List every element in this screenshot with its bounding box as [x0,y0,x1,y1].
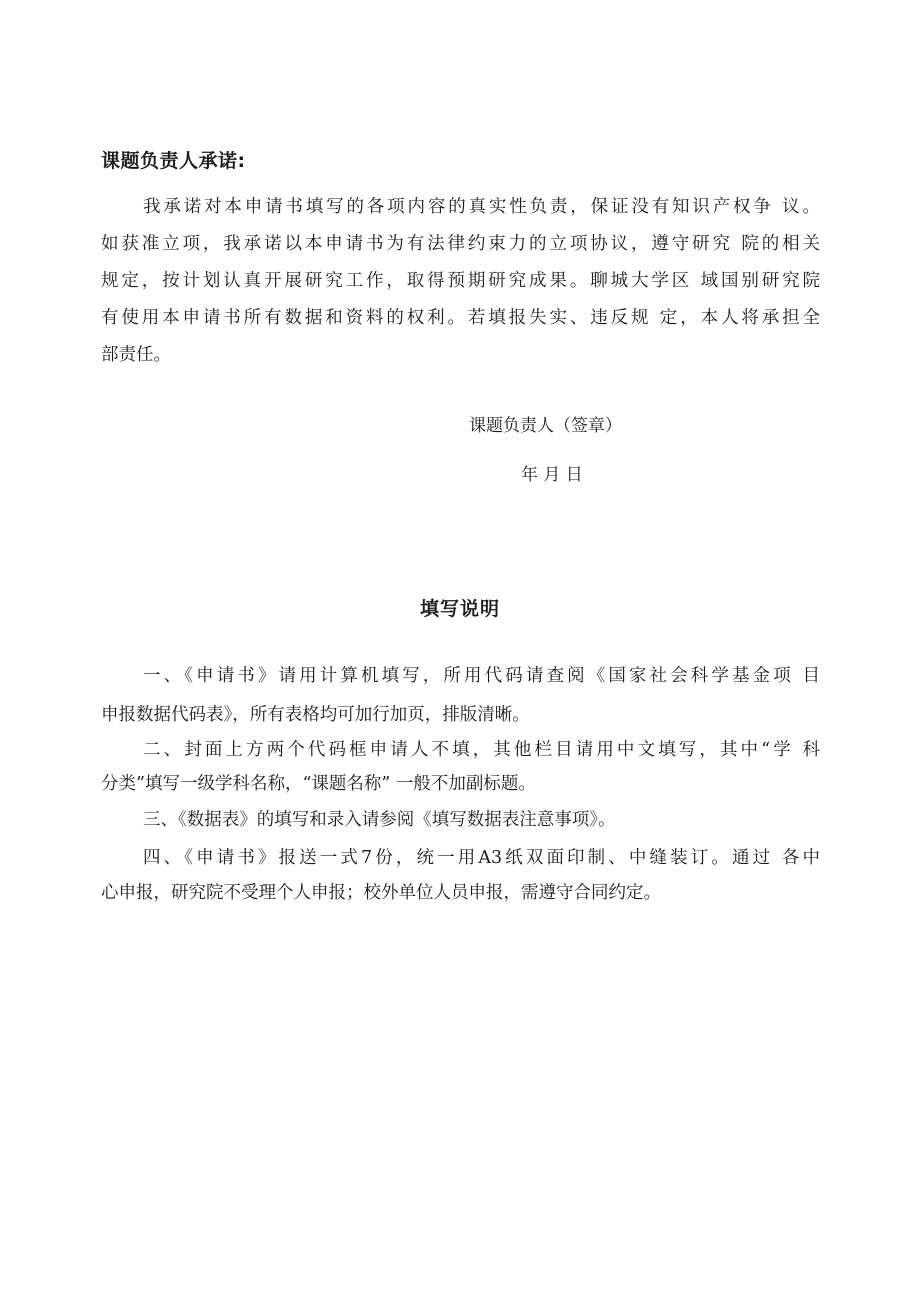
commitment-line-5: 部责任。 [101,345,171,365]
instruction-line-6: 四、《申请书》报送一式7份，统一用A3纸双面印制、中缝装订。通过 各中 [143,848,820,868]
commitment-line-3: 规定，按计划认真开展研究工作，取得预期研究成果。聊城大学区 域国别研究院 [101,271,820,291]
instruction-line-5: 三、《数据表》的填写和录入请参阅《填写数据表注意事项》。 [143,810,616,830]
commitment-line-2: 如获准立项，我承诺以本申请书为有法律约束力的立项协议，遵守研究 院的相关 [101,234,820,254]
instructions-title: 填写说明 [419,598,500,620]
date-label: 年 月 日 [521,465,583,485]
instruction-line-2: 申报数据代码表》，所有表格均可加行加页，排版清晰。 [101,705,530,725]
instruction-line-3: 二、封面上方两个代码框申请人不填，其他栏目请用中文填写，其中“学 科 [143,740,820,760]
signature-label: 课题负责人（签章） [469,416,622,436]
instruction-line-4: 分类”填写一级学科名称，“课题名称” 一般不加副标题。 [101,774,536,794]
commitment-heading: 课题负责人承诺: [101,150,246,172]
instruction-line-7: 心申报，研究院不受理个人申报；校外单位人员申报，需遵守合同约定。 [101,883,661,903]
commitment-line-1: 我承诺对本申请书填写的各项内容的真实性负责，保证没有知识产权争 议。 [143,197,820,217]
instruction-line-1: 一、《申请书》请用计算机填写，所用代码请查阅《国家社会科学基金项 目 [143,666,820,686]
commitment-line-4: 有使用本申请书所有数据和资料的权利。若填报失实、违反规 定，本人将承担全 [101,308,820,328]
